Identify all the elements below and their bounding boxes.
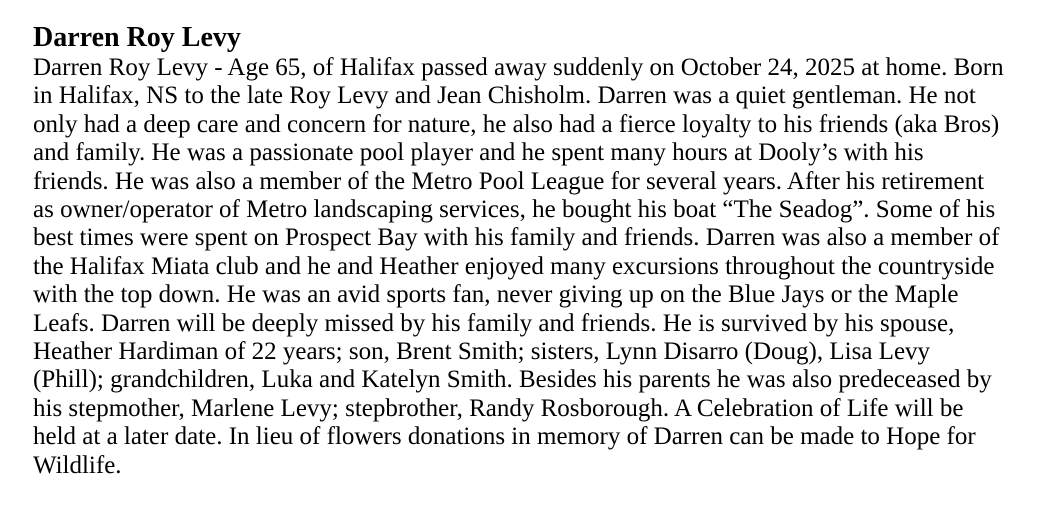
obituary-body-line: held at a later date. In lieu of flowers donations in memory of Darren can be made to Hope for bbox=[33, 423, 976, 451]
obituary-body-line: best times were spent on Prospect Bay with his family and friends. Darren was also a member of bbox=[33, 224, 1000, 252]
obituary-body-line: as owner/operator of Metro landscaping services, he bought his boat “The Seadog”. Some of his bbox=[33, 196, 996, 224]
obituary-body-line: Leafs. Darren will be deeply missed by his family and friends. He is survived by his spouse, bbox=[33, 309, 955, 337]
obituary-body-line: with the top down. He was an avid sports fan, never giving up on the Blue Jays or the Maple bbox=[33, 281, 959, 309]
obituary-body bbox=[33, 54, 1011, 480]
obituary-title: Darren Roy Levy bbox=[33, 22, 241, 53]
obituary-body-line: in Halifax, NS to the late Roy Levy and Jean Chisholm. Darren was a quiet gentleman. He not bbox=[33, 82, 976, 110]
obituary-body-line: Wildlife. bbox=[33, 451, 122, 479]
obituary-body-line: his stepmother, Marlene Levy; stepbrother, Randy Rosborough. A Celebration of Life will be bbox=[33, 394, 964, 422]
obituary-body-line: (Phill); grandchildren, Luka and Katelyn Smith. Besides his parents he was also predeceased by bbox=[33, 366, 992, 394]
obituary-body-line: only had a deep care and concern for nature, he also had a fierce loyalty to his friends (aka Bros) bbox=[33, 110, 1000, 138]
obituary-body-line: Heather Hardiman of 22 years; son, Brent Smith; sisters, Lynn Disarro (Doug), Lisa Levy bbox=[33, 338, 931, 366]
obituary-body-line: the Halifax Miata club and he and Heather enjoyed many excursions throughout the countryside bbox=[33, 252, 995, 280]
obituary-body-line: friends. He was also a member of the Metro Pool League for several years. After his retirement bbox=[33, 167, 985, 195]
obituary-body-line: Darren Roy Levy - Age 65, of Halifax passed away suddenly on October 24, 2025 at home. Born bbox=[33, 54, 1004, 81]
obituary-body-line: and family. He was a passionate pool player and he spent many hours at Dooly’s with his bbox=[33, 139, 924, 167]
